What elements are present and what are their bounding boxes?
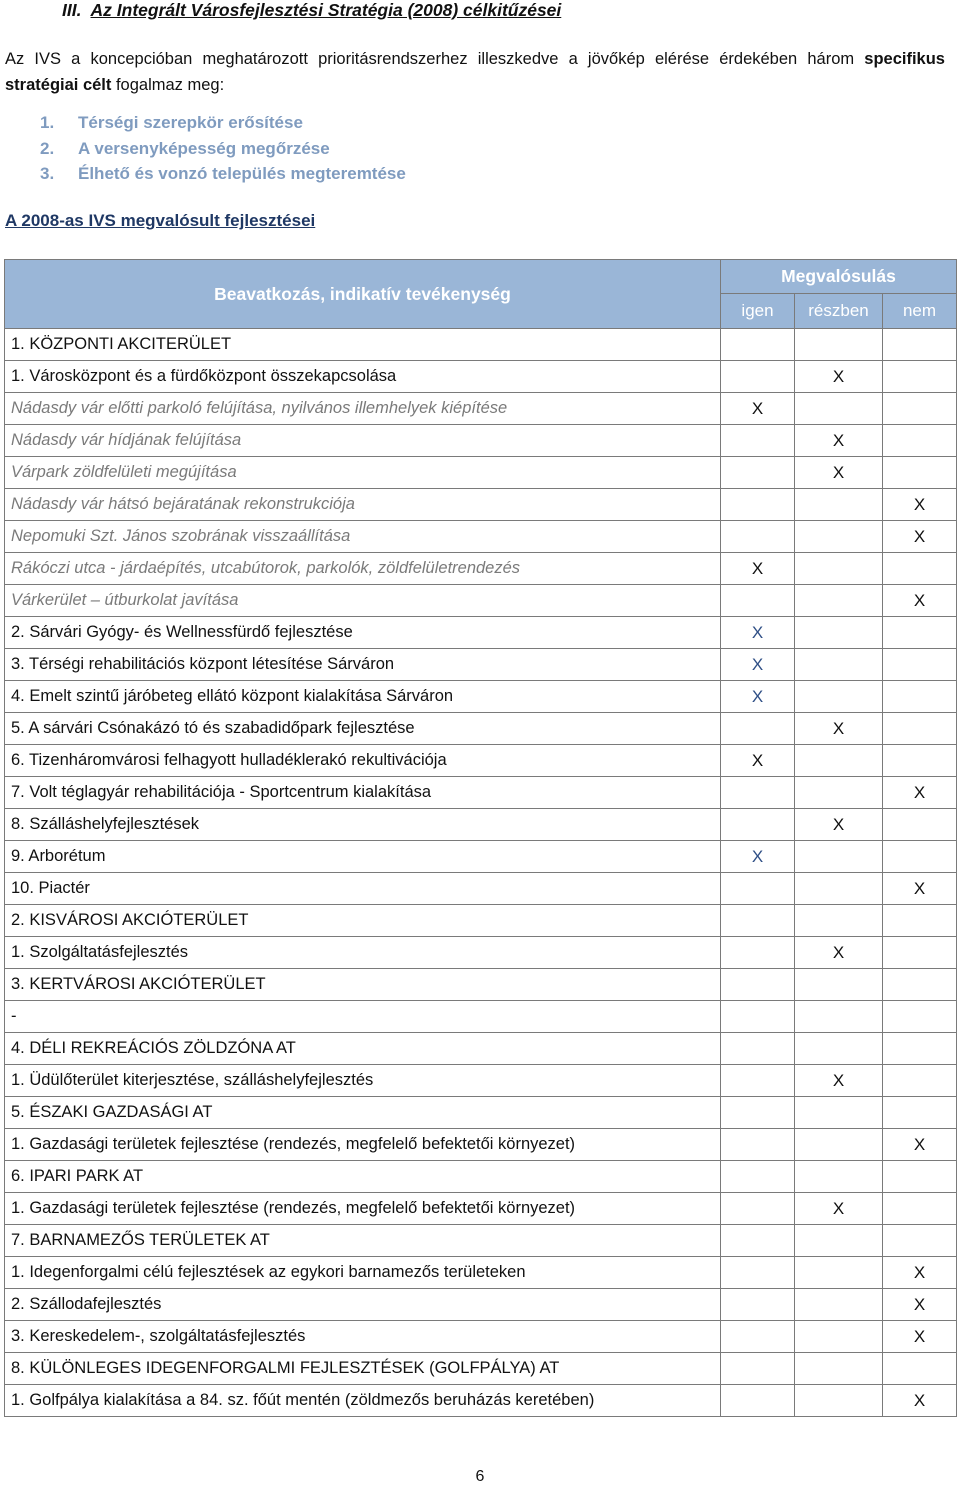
goal-text: Térségi szerepkör erősítése xyxy=(78,113,303,132)
section-label: 7. BARNAMEZŐS TERÜLETEK AT xyxy=(5,1225,721,1257)
table-row xyxy=(5,361,957,393)
cell-nem xyxy=(883,1193,957,1225)
header-intervention: Beavatkozás, indikatív tevékenység xyxy=(5,260,721,329)
table-row xyxy=(5,553,957,585)
table-header-row xyxy=(5,260,957,294)
cell-igen xyxy=(721,1385,795,1417)
title-prefix: III. xyxy=(62,0,82,20)
activity-label: Nepomuki Szt. János szobrának visszaállítása xyxy=(5,521,721,553)
cell-nem: X xyxy=(883,1257,957,1289)
cell-nem xyxy=(883,1161,957,1193)
activity-label: Várkerület – útburkolat javítása xyxy=(5,585,721,617)
cell-reszben: X xyxy=(795,361,883,393)
section-label: 2. KISVÁROSI AKCIÓTERÜLET xyxy=(5,905,721,937)
cell-igen xyxy=(721,777,795,809)
table-row xyxy=(5,1289,957,1321)
cell-igen xyxy=(721,1193,795,1225)
cell-igen: X xyxy=(721,393,795,425)
section-label: 3. KERTVÁROSI AKCIÓTERÜLET xyxy=(5,969,721,1001)
cell-reszben xyxy=(795,1033,883,1065)
cell-nem: X xyxy=(883,1321,957,1353)
page-title xyxy=(62,0,561,21)
cell-reszben xyxy=(795,905,883,937)
cell-nem xyxy=(883,329,957,361)
cell-reszben xyxy=(795,393,883,425)
cell-reszben xyxy=(795,1129,883,1161)
table-row xyxy=(5,1065,957,1097)
section-row xyxy=(5,1097,957,1129)
table-row xyxy=(5,521,957,553)
table-row xyxy=(5,425,957,457)
cell-nem xyxy=(883,393,957,425)
cell-reszben xyxy=(795,617,883,649)
cell-nem: X xyxy=(883,1289,957,1321)
cell-nem xyxy=(883,1065,957,1097)
cell-igen xyxy=(721,585,795,617)
section-label: 1. KÖZPONTI AKCITERÜLET xyxy=(5,329,721,361)
goal-number: 1. xyxy=(40,113,55,132)
table-row xyxy=(5,1385,957,1417)
cell-igen xyxy=(721,937,795,969)
section-label: 4. DÉLI REKREÁCIÓS ZÖLDZÓNA AT xyxy=(5,1033,721,1065)
cell-igen xyxy=(721,1129,795,1161)
table-row xyxy=(5,809,957,841)
cell-nem xyxy=(883,841,957,873)
cell-igen: X xyxy=(721,649,795,681)
cell-reszben xyxy=(795,1289,883,1321)
cell-nem xyxy=(883,745,957,777)
section-row xyxy=(5,1161,957,1193)
cell-nem xyxy=(883,457,957,489)
cell-reszben xyxy=(795,873,883,905)
goal-item xyxy=(40,161,406,187)
developments-table xyxy=(4,259,957,1417)
cell-nem xyxy=(883,681,957,713)
cell-igen: X xyxy=(721,617,795,649)
activity-label: 10. Piactér xyxy=(5,873,721,905)
goal-item xyxy=(40,136,406,162)
intro-text-2: fogalmaz meg: xyxy=(111,76,225,94)
table-row xyxy=(5,841,957,873)
cell-nem xyxy=(883,809,957,841)
cell-igen xyxy=(721,1097,795,1129)
cell-igen xyxy=(721,1001,795,1033)
cell-reszben xyxy=(795,969,883,1001)
cell-reszben: X xyxy=(795,1193,883,1225)
table-row xyxy=(5,585,957,617)
activity-label: 1. Üdülőterület kiterjesztése, szálláshelyfejlesztés xyxy=(5,1065,721,1097)
cell-igen xyxy=(721,1161,795,1193)
cell-nem: X xyxy=(883,1385,957,1417)
table-row xyxy=(5,745,957,777)
cell-nem: X xyxy=(883,777,957,809)
cell-nem: X xyxy=(883,873,957,905)
activity-label: 4. Emelt szintű járóbeteg ellátó központ kialakítása Sárváron xyxy=(5,681,721,713)
cell-igen xyxy=(721,1225,795,1257)
cell-nem xyxy=(883,905,957,937)
table-row xyxy=(5,777,957,809)
cell-reszben xyxy=(795,1321,883,1353)
header-reszben: részben xyxy=(795,294,883,329)
activity-label: 7. Volt téglagyár rehabilitációja - Sportcentrum kialakítása xyxy=(5,777,721,809)
cell-nem xyxy=(883,1033,957,1065)
cell-igen: X xyxy=(721,681,795,713)
activity-label: 2. Sárvári Gyógy- és Wellnessfürdő fejlesztése xyxy=(5,617,721,649)
cell-igen xyxy=(721,521,795,553)
cell-reszben xyxy=(795,1225,883,1257)
cell-nem xyxy=(883,713,957,745)
section-subheading: A 2008-as IVS megvalósult fejlesztései xyxy=(5,211,316,230)
table-row xyxy=(5,713,957,745)
cell-reszben xyxy=(795,1385,883,1417)
section-label: 6. IPARI PARK AT xyxy=(5,1161,721,1193)
table-row xyxy=(5,1257,957,1289)
cell-igen xyxy=(721,425,795,457)
activity-label: 8. Szálláshelyfejlesztések xyxy=(5,809,721,841)
table-row xyxy=(5,1193,957,1225)
activity-label: 9. Arborétum xyxy=(5,841,721,873)
activity-label: 3. Kereskedelem-, szolgáltatásfejlesztés xyxy=(5,1321,721,1353)
cell-reszben xyxy=(795,329,883,361)
activity-label: 5. A sárvári Csónakázó tó és szabadidőpark fejlesztése xyxy=(5,713,721,745)
cell-igen xyxy=(721,873,795,905)
cell-nem xyxy=(883,649,957,681)
cell-reszben xyxy=(795,649,883,681)
cell-reszben xyxy=(795,1353,883,1385)
goal-text: A versenyképesség megőrzése xyxy=(78,138,330,158)
page-number: 6 xyxy=(475,1468,485,1485)
cell-nem xyxy=(883,937,957,969)
goal-item xyxy=(40,110,406,136)
cell-igen xyxy=(721,1321,795,1353)
cell-reszben: X xyxy=(795,457,883,489)
cell-igen xyxy=(721,489,795,521)
goals-list xyxy=(40,110,406,187)
activity-label: 2. Szállodafejlesztés xyxy=(5,1289,721,1321)
cell-nem xyxy=(883,1001,957,1033)
table-row xyxy=(5,393,957,425)
activity-label: - xyxy=(5,1001,721,1033)
cell-nem xyxy=(883,1225,957,1257)
section-label: 8. KÜLÖNLEGES IDEGENFORGALMI FEJLESZTÉSEK (GOLFPÁLYA) AT xyxy=(5,1353,721,1385)
cell-nem xyxy=(883,425,957,457)
cell-nem xyxy=(883,1353,957,1385)
activity-label: Rákóczi utca - járdaépítés, utcabútorok, parkolók, zöldfelületrendezés xyxy=(5,553,721,585)
cell-igen xyxy=(721,457,795,489)
cell-igen xyxy=(721,1065,795,1097)
section-row xyxy=(5,905,957,937)
goal-number: 2. xyxy=(40,138,55,158)
cell-reszben xyxy=(795,1097,883,1129)
cell-igen xyxy=(721,329,795,361)
intro-bold-text: specifikus stratégiai célt xyxy=(5,50,945,94)
section-row xyxy=(5,1033,957,1065)
table-row xyxy=(5,937,957,969)
section-row xyxy=(5,1353,957,1385)
activity-label: 1. Golfpálya kialakítása a 84. sz. főút mentén (zöldmezős beruházás keretében) xyxy=(5,1385,721,1417)
cell-reszben: X xyxy=(795,937,883,969)
cell-nem: X xyxy=(883,1129,957,1161)
cell-reszben: X xyxy=(795,425,883,457)
goal-number: 3. xyxy=(40,164,55,183)
cell-igen xyxy=(721,809,795,841)
cell-nem: X xyxy=(883,585,957,617)
table-row xyxy=(5,1129,957,1161)
cell-nem: X xyxy=(883,489,957,521)
cell-igen: X xyxy=(721,553,795,585)
table-row xyxy=(5,1321,957,1353)
activity-label: 3. Térségi rehabilitációs központ létesítése Sárváron xyxy=(5,649,721,681)
cell-igen xyxy=(721,969,795,1001)
table-row xyxy=(5,617,957,649)
activity-label: 1. Gazdasági területek fejlesztése (rendezés, megfelelő befektetői környezet) xyxy=(5,1129,721,1161)
cell-igen xyxy=(721,1033,795,1065)
activity-label: 6. Tizenháromvárosi felhagyott hulladéklerakó rekultivációja xyxy=(5,745,721,777)
cell-reszben xyxy=(795,489,883,521)
table-row xyxy=(5,489,957,521)
table-row xyxy=(5,873,957,905)
cell-igen xyxy=(721,713,795,745)
cell-reszben xyxy=(795,681,883,713)
goal-text: Élhető és vonzó település megteremtése xyxy=(78,164,406,183)
header-realization: Megvalósulás xyxy=(721,260,957,294)
table-row xyxy=(5,1001,957,1033)
activity-label: 1. Gazdasági területek fejlesztése (rendezés, megfelelő befektetői környezet) xyxy=(5,1193,721,1225)
intro-paragraph xyxy=(5,46,945,98)
section-row xyxy=(5,329,957,361)
activity-label: Nádasdy vár hátsó bejáratának rekonstrukciója xyxy=(5,489,721,521)
cell-reszben xyxy=(795,1001,883,1033)
cell-nem xyxy=(883,361,957,393)
cell-nem xyxy=(883,1097,957,1129)
activity-label: Nádasdy vár előtti parkoló felújítása, nyilvános illemhelyek kiépítése xyxy=(5,393,721,425)
cell-nem xyxy=(883,617,957,649)
cell-igen xyxy=(721,1289,795,1321)
section-row xyxy=(5,1225,957,1257)
cell-nem: X xyxy=(883,521,957,553)
cell-reszben: X xyxy=(795,1065,883,1097)
cell-igen xyxy=(721,905,795,937)
cell-reszben xyxy=(795,841,883,873)
table-row xyxy=(5,457,957,489)
activity-label: 1. Városközpont és a fürdőközpont összekapcsolása xyxy=(5,361,721,393)
activity-label: Nádasdy vár hídjának felújítása xyxy=(5,425,721,457)
cell-reszben xyxy=(795,585,883,617)
section-row xyxy=(5,969,957,1001)
cell-reszben xyxy=(795,1161,883,1193)
cell-igen: X xyxy=(721,841,795,873)
activity-label: Várpark zöldfelületi megújítása xyxy=(5,457,721,489)
cell-nem xyxy=(883,969,957,1001)
section-label: 5. ÉSZAKI GAZDASÁGI AT xyxy=(5,1097,721,1129)
header-igen: igen xyxy=(721,294,795,329)
cell-reszben xyxy=(795,777,883,809)
activity-label: 1. Idegenforgalmi célú fejlesztések az egykori barnamezős területeken xyxy=(5,1257,721,1289)
cell-reszben xyxy=(795,553,883,585)
cell-igen: X xyxy=(721,745,795,777)
title-text: Az Integrált Városfejlesztési Stratégia (2008) célkitűzései xyxy=(90,0,562,20)
cell-reszben xyxy=(795,745,883,777)
header-nem: nem xyxy=(883,294,957,329)
table-row xyxy=(5,681,957,713)
cell-igen xyxy=(721,1353,795,1385)
cell-reszben: X xyxy=(795,809,883,841)
cell-reszben xyxy=(795,521,883,553)
cell-igen xyxy=(721,361,795,393)
table-row xyxy=(5,649,957,681)
cell-reszben: X xyxy=(795,713,883,745)
cell-nem xyxy=(883,553,957,585)
intro-text-1: Az IVS a koncepcióban meghatározott prioritásrendszerhez illeszkedve a jövőkép elérése érdekében három xyxy=(5,50,865,68)
cell-igen xyxy=(721,1257,795,1289)
cell-reszben xyxy=(795,1257,883,1289)
activity-label: 1. Szolgáltatásfejlesztés xyxy=(5,937,721,969)
